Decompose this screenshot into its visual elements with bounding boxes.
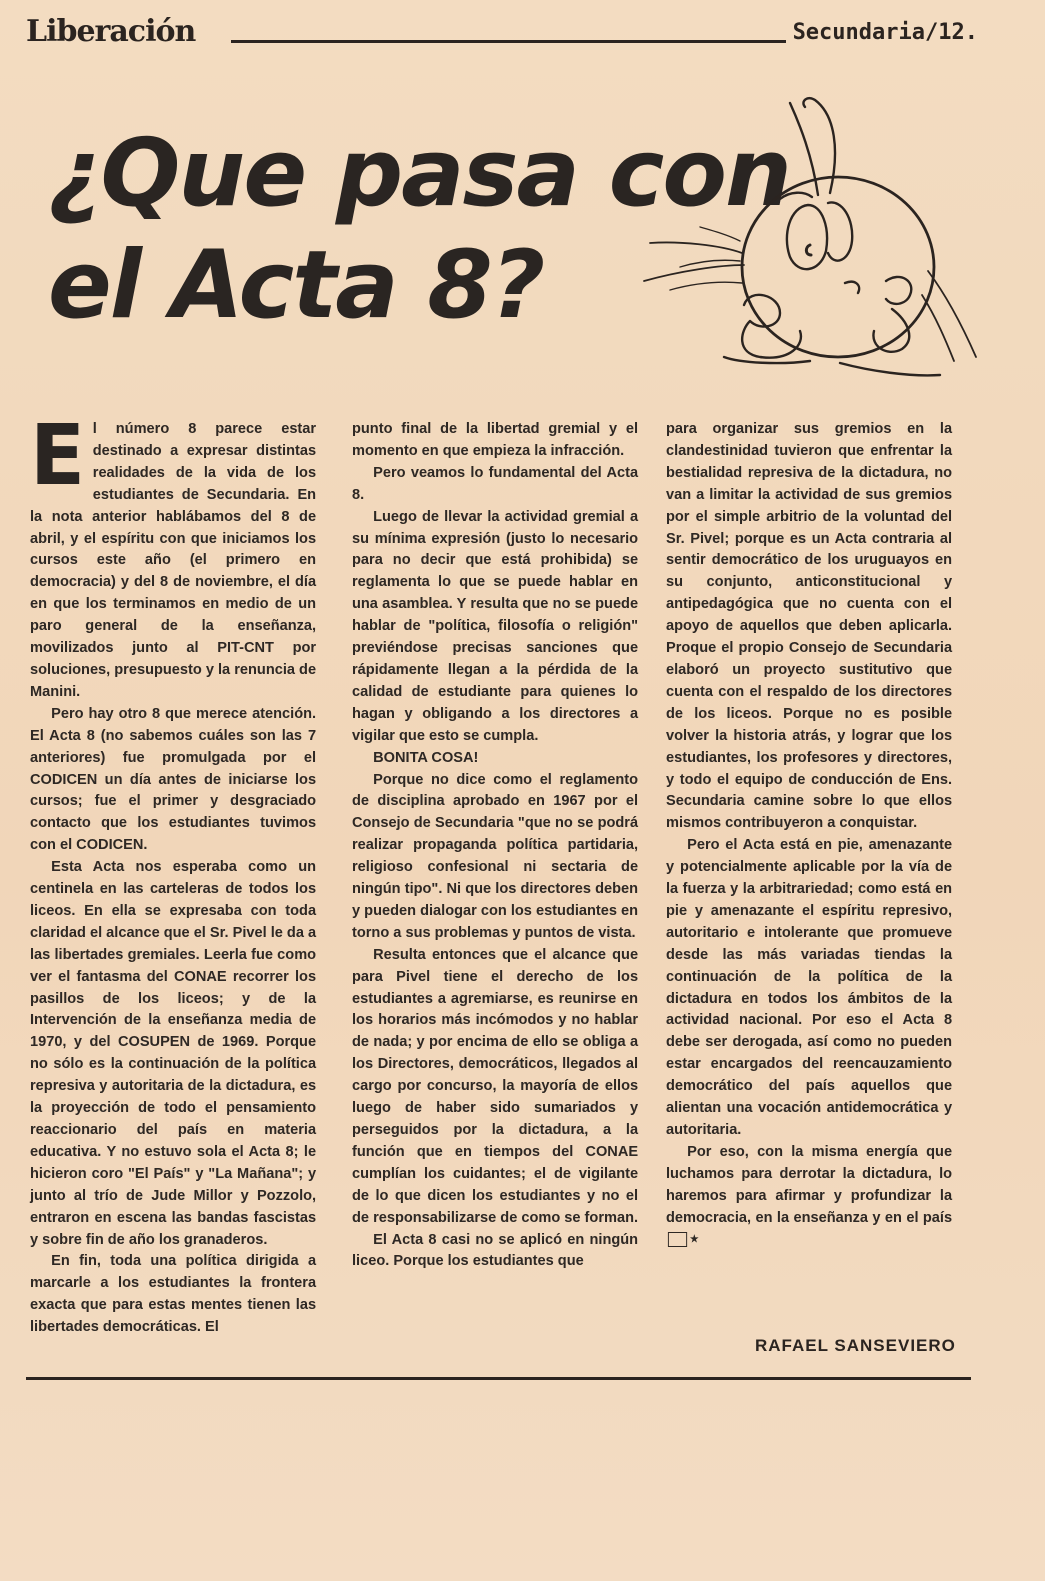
article-paragraph: Pero hay otro 8 que merece atención. El Acta 8 (no sabemos cuáles son las 7 anteriores) fue promulgada por el CODICEN un día antes de iniciarse los cursos; fue el primer y desgraciado contacto que los estudiantes tuvimos con el CODICEN. xyxy=(30,704,317,854)
article-paragraph: En fin, toda una política dirigida a marcarle a los estudiantes la frontera exacta que para estas mentes tienen las libertades democráticas. El xyxy=(30,1252,317,1336)
article-paragraph: Pero el Acta está en pie, amenazante y potencialmente aplicable por la vía de la fuerza y la arbitrariedad; como está en pie y amenazante el espíritu represivo, autoritario e intolerante que promueve desde las más variadas tiendas la continuación de la política de la dictadura en todos los ámbitos de la actividad nacional. Por eso el Acta 8 debe ser derogada, así como no pueden estar encargados del reencauzamiento democrático del país aquellos que alientan una vocación antidemocrática y autoritaria. xyxy=(666,836,953,1138)
star-end-mark-icon: ★ xyxy=(668,1232,687,1247)
cartoon-nose xyxy=(845,282,859,293)
section-page-label: Secundaria/12. xyxy=(792,20,978,45)
article-column-3 xyxy=(666,418,952,1250)
publication-name: Liberación xyxy=(26,14,196,49)
cartoon-speed-line-2 xyxy=(670,282,742,290)
article-paragraph: Pero veamos lo fundamental del Acta 8. xyxy=(352,463,639,503)
author-byline: RAFAEL SANSEVIERO xyxy=(755,1336,956,1355)
cartoon-whisker-right-1 xyxy=(928,271,976,357)
article-paragraph: punto final de la libertad gremial y el momento en que empieza la infracción. xyxy=(352,420,639,459)
article-paragraph: El Acta 8 casi no se aplicó en ningún liceo. Porque los estudiantes que xyxy=(352,1230,639,1270)
cartoon-eye-left xyxy=(787,205,827,269)
cartoon-speed-line-3 xyxy=(700,227,740,241)
article-paragraph xyxy=(666,1141,952,1251)
cartoon-whisker-left-1 xyxy=(650,242,742,253)
article-paragraph: para organizar sus gremios en la clandestinidad tuvieron que enfrentar la bestialidad represiva de la dictadura, no van a limitar la actividad de sus gremios por el simple arbitrio de la voluntad del Sr. Pivel; porque es un Acta contraria al sentir democrático de los uruguayos en su conjunto, anticonstitucional y antipedagógica que no cuenta con el apoyo de aquellos que deben aplicarla. Proque el propio Consejo de Secundaria elaboró un proyecto sustitutivo que cuenta con el respaldo de los directores de los liceos. Porque no es posible volver la historia atrás, y lograr que los estudiantes, los profesores y directores, y todo el equipo de conducción de Ens. Secundaria camine sobre lo que ellos mismos contribuyeron a conquistar. xyxy=(666,420,953,832)
article-paragraph: Luego de llevar la actividad gremial a su mínima expresión (justo lo necesario para no decir que está prohibida) se reglamenta lo que se puede hablar en una asamblea. Y resulta que no se puede hablar de "política, filosofía o religión" previéndose precisas sanciones que rápidamente llegan a la pérdida de la calidad de estudiante para quienes lo hagan y obligando a los directores a vigilar que esto se cumpla. xyxy=(352,507,639,744)
paragraph-text: Por eso, con la misma energía que luchamos para derrotar la dictadura, lo haremos para afirmar y profundizar la democracia, en la enseñanza y en el país xyxy=(666,1142,953,1226)
article-column-1 xyxy=(30,406,317,1338)
article-body xyxy=(30,406,970,1373)
cartoon-whisker-left-2 xyxy=(644,265,744,281)
cartoon-illustration xyxy=(640,95,985,395)
article-paragraph: Resulta entonces que el alcance que para Pivel tiene el derecho de los estudiantes a agremiarse, es reunirse en los horarios más incómodos y no hablar de nada; y por encima de ello se obliga a los Directores, democráticos, llegados al cargo por concurso, la mayoría de ellos luego de haber sido sumariados y perseguidos por la dictadura, a la función que en tiempos del CONAE cumplían los cuidantes; el de vigilante de lo que dicen los estudiantes y no el de responsabilizarse de como se forman. xyxy=(352,945,639,1226)
masthead xyxy=(26,14,986,54)
cartoon-foot-right xyxy=(840,363,940,375)
article-paragraph: Esta Acta nos esperaba como un centinela en las carteleras de todos los liceos. En ella se expresaba con toda claridad el alcance que el Sr. Pivel le da a las libertades gremiales. Leerla fue como ver el fantasma del CONAE recorrer los pasillos de los liceos; y de la Intervención de la enseñanza media de 1970, y del COSUPEN de 1969. Porque no sólo es la continuación de la política represiva y autoritaria de la dictadura, es la proyección de todo el pensamiento reaccionario del país en materia educativa. Y no estuvo sola el Acta 8; le hicieron coro "El País" y "La Mañana"; y junto al trío de Jude Millor y Pozzolo, entraron en escena las bandas fascistas y sobre fin de año los granaderos. xyxy=(30,858,317,1248)
headline-line-1: ¿Que pasa con xyxy=(48,119,790,228)
masthead-rule xyxy=(231,40,786,43)
paragraph-text: l número 8 parece estar destinado a expresar distintas realidades de la vida de los estudiantes de Secundaria. En la nota anterior hablábamos del 8 de abril, y el espíritu con que iniciamos los cursos este año (el primero en democracia) y del 8 de noviembre, el día en que los terminamos en medio de un paro general de la enseñanza, movilizados junto al PIT-CNT por soluciones, presupuesto y la renuncia de Manini. xyxy=(30,420,317,700)
cartoon-eye-right xyxy=(828,202,852,260)
drop-cap: E xyxy=(30,406,86,504)
cartoon-pupil xyxy=(806,245,811,255)
article-paragraph: Porque no dice como el reglamento de disciplina aprobado en 1967 por el Consejo de Secundaria "que no se podrá realizar propaganda política partidaria, religioso confesional ni sectaria de ningún tipo". Ni que los directores deben y pueden dialogar con los estudiantes en torno a sus problemas y puntos de vista. xyxy=(352,770,639,941)
article-paragraph: BONITA COSA! xyxy=(373,748,479,766)
bottom-rule xyxy=(26,1377,971,1380)
article-paragraph xyxy=(30,406,317,703)
article-column-2 xyxy=(352,418,638,1272)
headline-line-2: el Acta 8? xyxy=(48,231,544,340)
